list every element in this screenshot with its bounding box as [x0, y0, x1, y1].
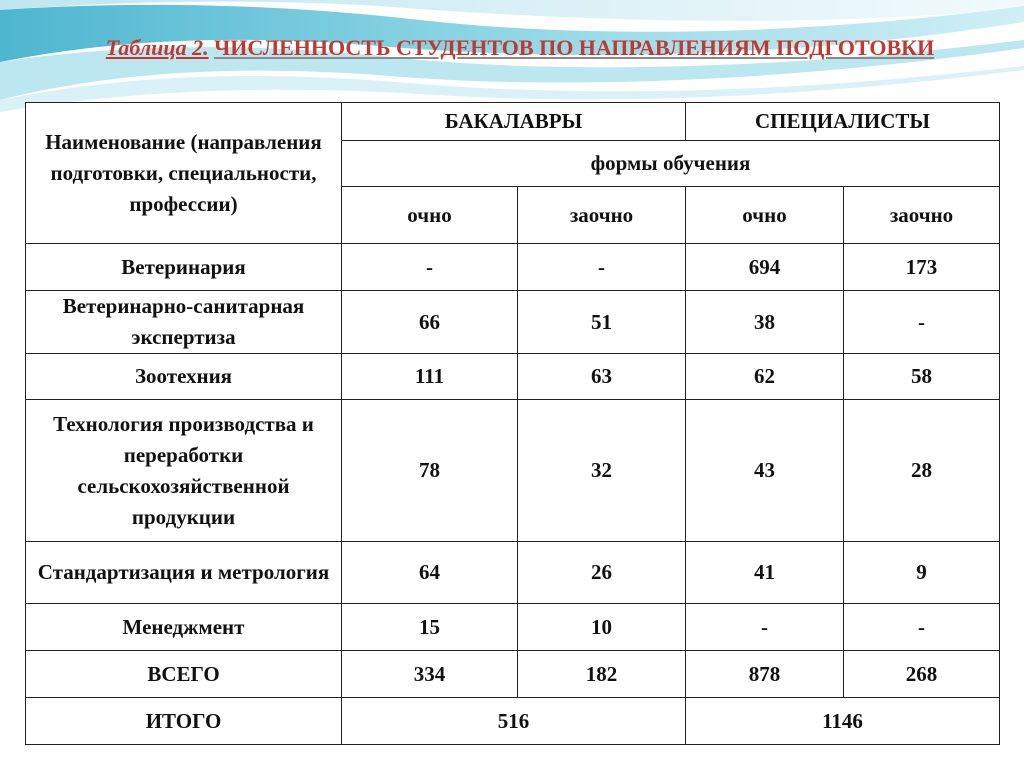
cell-specialists-full-time: 38	[686, 291, 844, 354]
header-specialists-part-time: заочно	[844, 187, 1000, 244]
cell-specialists-part-time: 58	[844, 354, 1000, 400]
total-label: ВСЕГО	[26, 651, 342, 698]
total-bachelors-part-time: 182	[518, 651, 686, 698]
cell-bachelors-full-time: 78	[342, 400, 518, 542]
cell-bachelors-part-time: 63	[518, 354, 686, 400]
cell-bachelors-part-time: 32	[518, 400, 686, 542]
cell-bachelors-full-time: 15	[342, 604, 518, 651]
grand-total-label: ИТОГО	[26, 698, 342, 745]
cell-bachelors-part-time: 10	[518, 604, 686, 651]
title-text: ЧИСЛЕННОСТЬ СТУДЕНТОВ ПО НАПРАВЛЕНИЯМ ПОДГОТОВКИ	[214, 35, 935, 60]
total-specialists-part-time: 268	[844, 651, 1000, 698]
header-bachelors: БАКАЛАВРЫ	[342, 103, 686, 141]
title-prefix: Таблица 2.	[105, 35, 209, 60]
header-specialists: СПЕЦИАЛИСТЫ	[686, 103, 1000, 141]
row-name: Стандартизация и метрология	[26, 542, 342, 604]
table-row	[26, 354, 1000, 400]
header-bachelors-part-time: заочно	[518, 187, 686, 244]
cell-specialists-part-time: 9	[844, 542, 1000, 604]
header-bachelors-full-time: очно	[342, 187, 518, 244]
cell-bachelors-part-time: 51	[518, 291, 686, 354]
table-row	[26, 542, 1000, 604]
grand-total-bachelors: 516	[342, 698, 686, 745]
cell-specialists-part-time: -	[844, 604, 1000, 651]
cell-specialists-part-time: -	[844, 291, 1000, 354]
table-row	[26, 604, 1000, 651]
cell-bachelors-full-time: 66	[342, 291, 518, 354]
header-forms: формы обучения	[342, 141, 1000, 187]
row-name: Технология производства и переработки сельскохозяйственной продукции	[26, 400, 342, 542]
cell-bachelors-full-time: -	[342, 244, 518, 291]
header-specialists-full-time: очно	[686, 187, 844, 244]
row-name: Ветеринарно-санитарная экспертиза	[26, 291, 342, 354]
table-row	[26, 400, 1000, 542]
page-title	[100, 34, 940, 61]
total-specialists-full-time: 878	[686, 651, 844, 698]
table-row	[26, 244, 1000, 291]
cell-bachelors-part-time: -	[518, 244, 686, 291]
cell-specialists-full-time: -	[686, 604, 844, 651]
students-table	[25, 102, 1000, 745]
cell-specialists-full-time: 41	[686, 542, 844, 604]
header-row-groups	[26, 103, 1000, 141]
header-name-cell: Наименование (направления подготовки, специальности, профессии)	[26, 103, 342, 244]
cell-bachelors-full-time: 111	[342, 354, 518, 400]
grand-total-row	[26, 698, 1000, 745]
cell-bachelors-part-time: 26	[518, 542, 686, 604]
total-bachelors-full-time: 334	[342, 651, 518, 698]
cell-specialists-full-time: 43	[686, 400, 844, 542]
table-row	[26, 291, 1000, 354]
cell-bachelors-full-time: 64	[342, 542, 518, 604]
cell-specialists-full-time: 694	[686, 244, 844, 291]
cell-specialists-full-time: 62	[686, 354, 844, 400]
total-row	[26, 651, 1000, 698]
row-name: Ветеринария	[26, 244, 342, 291]
grand-total-specialists: 1146	[686, 698, 1000, 745]
cell-specialists-part-time: 173	[844, 244, 1000, 291]
row-name: Зоотехния	[26, 354, 342, 400]
cell-specialists-part-time: 28	[844, 400, 1000, 542]
row-name: Менеджмент	[26, 604, 342, 651]
